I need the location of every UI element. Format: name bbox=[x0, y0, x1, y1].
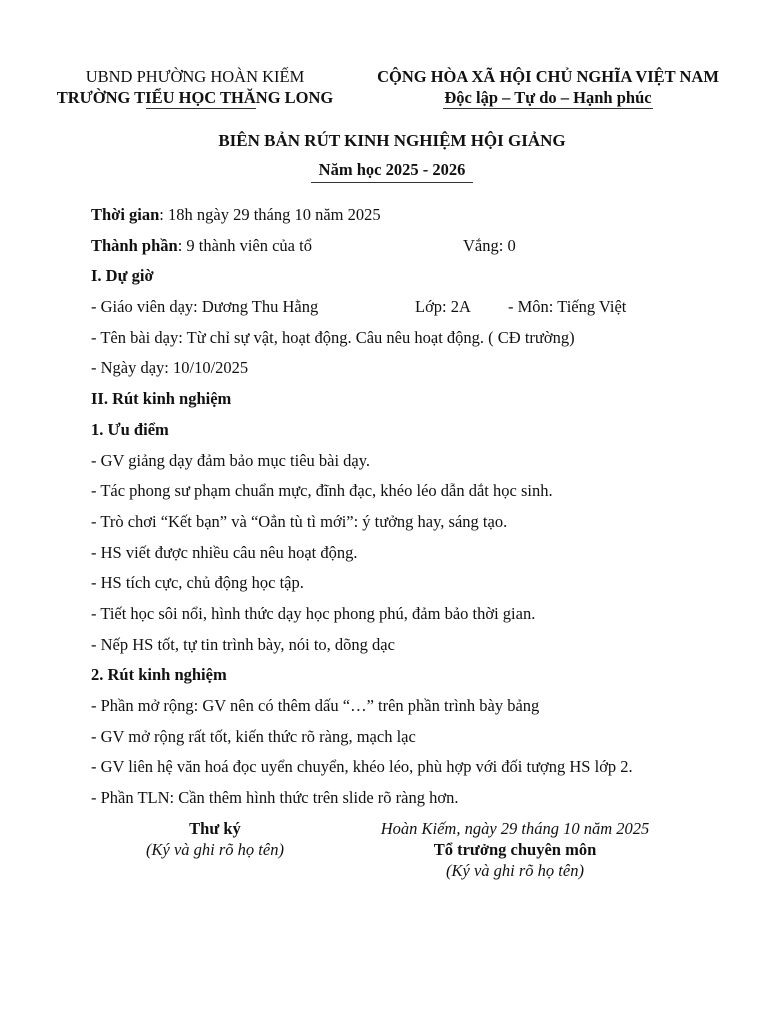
issuer-underline bbox=[146, 108, 256, 109]
members-value: : 9 thành viên của tổ bbox=[177, 235, 312, 255]
list-item: - HS tích cực, chủ động học tập. bbox=[91, 573, 304, 593]
secretary-signature-block bbox=[100, 818, 330, 860]
document-body bbox=[91, 200, 741, 814]
list-item: - Tác phong sư phạm chuẩn mực, đĩnh đạc, khéo léo dẫn dắt học sinh. bbox=[91, 481, 553, 501]
head-signature-block bbox=[345, 818, 685, 881]
teacher-name: - Giáo viên dạy: Dương Thu Hằng bbox=[91, 297, 319, 317]
head-note: (Ký và ghi rõ họ tên) bbox=[446, 861, 584, 880]
time-value: : 18h ngày 29 tháng 10 năm 2025 bbox=[159, 205, 381, 224]
lesson-title: - Tên bài dạy: Từ chỉ sự vật, hoạt động. Câu nêu hoạt động. ( CĐ trường) bbox=[91, 327, 575, 347]
national-motto-block bbox=[352, 66, 744, 108]
list-item: - HS viết được nhiều câu nêu hoạt động. bbox=[91, 542, 358, 562]
school-year: Năm học 2025 - 2026 bbox=[318, 160, 466, 179]
national-motto: Độc lập – Tự do – Hạnh phúc bbox=[444, 88, 652, 107]
head-title: Tổ trưởng chuyên môn bbox=[433, 840, 597, 859]
section-observation-heading: I. Dự giờ bbox=[91, 266, 154, 286]
school-year-underline bbox=[311, 182, 473, 183]
list-item: - Trò chơi “Kết bạn” và “Oẳn tù tì mới”: ý tưởng hay, sáng tạo. bbox=[91, 511, 508, 531]
list-item: - Tiết học sôi nổi, hình thức dạy học phong phú, đảm bảo thời gian. bbox=[91, 603, 536, 623]
list-item: - Phần mở rộng: GV nên có thêm dấu “…” trên phần trình bày bảng bbox=[91, 696, 540, 715]
absent-count: Vắng: 0 bbox=[463, 235, 516, 255]
document-title: BIÊN BẢN RÚT KINH NGHIỆM HỘI GIẢNG bbox=[218, 131, 566, 150]
issuer-block bbox=[50, 66, 340, 108]
motto-underline bbox=[443, 108, 653, 109]
section-review-heading: II. Rút kinh nghiệm bbox=[91, 389, 232, 409]
place-date: Hoàn Kiếm, ngày 29 tháng 10 năm 2025 bbox=[380, 819, 650, 838]
teaching-date: - Ngày dạy: 10/10/2025 bbox=[91, 358, 249, 378]
class-name: Lớp: 2A bbox=[415, 297, 471, 317]
list-item: - Nếp HS tốt, tự tin trình bày, nói to, dõng dạc bbox=[91, 634, 395, 654]
secretary-title: Thư ký bbox=[189, 819, 241, 838]
meeting-members bbox=[91, 231, 741, 262]
list-item: - GV giảng dạy đảm bảo mục tiêu bài dạy. bbox=[91, 450, 371, 470]
teacher-line bbox=[91, 292, 741, 323]
meeting-time bbox=[91, 200, 741, 231]
list-item: - GV mở rộng rất tốt, kiến thức rõ ràng, mạch lạc bbox=[91, 726, 416, 746]
lessons-learned-heading: 2. Rút kinh nghiệm bbox=[91, 665, 227, 685]
members-label: Thành phần bbox=[91, 235, 178, 255]
subject-name: - Môn: Tiếng Việt bbox=[508, 297, 627, 317]
secretary-note: (Ký và ghi rõ họ tên) bbox=[146, 840, 284, 859]
strengths-heading: 1. Ưu điểm bbox=[91, 419, 169, 439]
issuer-school: TRƯỜNG TIỂU HỌC THĂNG LONG bbox=[56, 88, 334, 107]
time-label: Thời gian bbox=[91, 205, 160, 224]
list-item: - Phần TLN: Cần thêm hình thức trên slide rõ ràng hơn. bbox=[91, 788, 459, 808]
list-item: - GV liên hệ văn hoá đọc uyển chuyển, khéo léo, phù hợp với đối tượng HS lớp 2. bbox=[91, 757, 633, 777]
issuer-authority: UBND PHƯỜNG HOÀN KIẾM bbox=[85, 67, 305, 86]
national-name: CỘNG HÒA XÃ HỘI CHỦ NGHĨA VIỆT NAM bbox=[377, 67, 719, 86]
